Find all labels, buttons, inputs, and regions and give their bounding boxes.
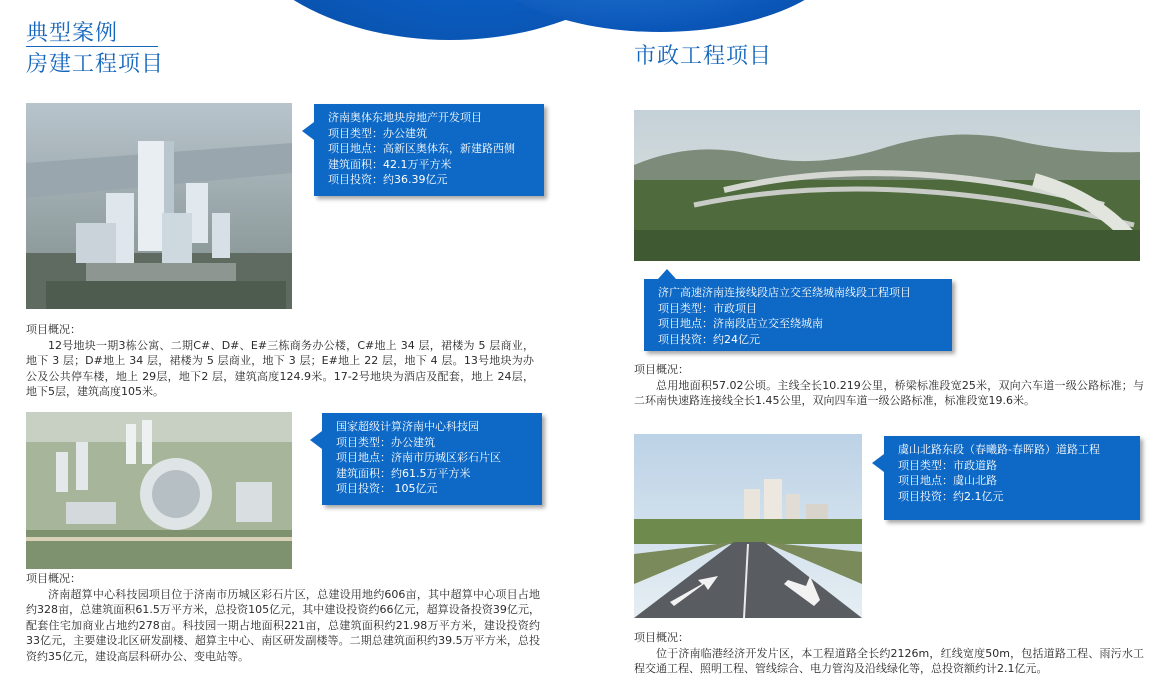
section-title-municipal: 市政工程项目	[634, 44, 773, 69]
project-area: 建筑面积：42.1万平方米	[328, 157, 452, 171]
info-callout-yushan-road	[884, 436, 1140, 520]
overview-text: 12号地块一期3栋公寓、二期C#、D#、E#三栋商务办公楼，C#地上 34 层，裙楼为 5 层商业， 地下 3 层；D#地上 34 层，裙楼为 5 层商业，地下 3 层；E#地上 22 层，地下 4 层。13号地块为办公及公共停车楼，地上 29层，地下2 层，建筑高度124.9米。17-2号地块为酒店及配套，地上 24层，地下5层，建筑高度105米。	[26, 338, 534, 398]
project-name: 国家超级计算济南中心科技园	[336, 420, 479, 433]
project-type: 项目类型：办公建筑	[328, 126, 427, 140]
overview-title: 项目概况：	[26, 572, 81, 585]
callout-pointer	[872, 454, 884, 472]
project-type: 项目类型：市政项目	[658, 301, 757, 315]
project-investment: 项目投资：约2.1亿元	[898, 489, 1004, 503]
project-name: 济南奥体东地块房地产开发项目	[328, 111, 482, 124]
overview-yushan-road	[634, 630, 1144, 677]
project-investment: 项目投资：约24亿元	[658, 332, 760, 346]
project-area: 建筑面积：约61.5万平方米	[336, 466, 471, 480]
callout-pointer	[658, 269, 676, 279]
overview-title: 项目概况：	[26, 323, 81, 336]
info-callout-supercomputing-park	[322, 413, 542, 505]
project-photo-yushan-road	[634, 434, 862, 618]
project-name: 济广高速济南连接线段店立交至绕城南线段工程项目	[658, 286, 911, 299]
project-investment: 项目投资：约36.39亿元	[328, 173, 448, 186]
project-type: 项目类型：市政道路	[898, 458, 997, 472]
project-name: 虞山北路东段（春曦路-春晖路）道路工程	[898, 443, 1100, 456]
overview-text: 济南超算中心科技园项目位于济南市历城区彩石片区，总建设用地约606亩，其中超算中心项目占地约328亩，总建筑面积61.5万平方米，总投资105亿元，其中建设投资约66亿元，超算设备投资39亿元，配套住宅加商业占地约278亩。科技园一期占地面积221亩，总建筑面积约21.98万平方米，建设投资约33亿元，主要建设北区研发副楼、超算主中心、南区研发副楼等。二期总建筑面积约39.5万平方米，总投资约35亿元，建设高层科研办公、变电站等。	[26, 587, 540, 663]
project-location: 项目地点：济南段店立交至绕城南	[658, 317, 823, 330]
project-type: 项目类型：办公建筑	[336, 435, 435, 449]
project-investment: 项目投资： 105亿元	[336, 482, 438, 495]
info-callout-interchange	[644, 279, 952, 351]
callout-pointer	[310, 431, 322, 449]
project-photo-interchange	[634, 110, 1140, 261]
overview-interchange	[634, 362, 1144, 409]
project-location: 项目地点：济南市历城区彩石片区	[336, 451, 501, 464]
overview-olympic-east	[26, 322, 534, 400]
project-photo-olympic-east	[26, 103, 292, 309]
section-title-cases: 典型案例	[26, 21, 119, 46]
overview-title: 项目概况：	[634, 363, 689, 376]
section-title-building: 房建工程项目	[26, 52, 165, 77]
project-location: 项目地点：高新区奥体东，新建路西侧	[328, 142, 515, 155]
callout-pointer	[302, 122, 314, 140]
info-callout-olympic-east	[314, 104, 544, 196]
overview-text: 总用地面积57.02公顷。主线全长10.219公里，桥梁标准段宽25米，双向六车道一级公路标准；与二环南快速路连接线全长1.45公里，双向四车道一级公路标准，标准段宽19.6米。	[634, 378, 1144, 407]
overview-supercomputing-park	[26, 571, 540, 664]
overview-text: 位于济南临港经济开发片区，本工程道路全长约2126m，红线宽度50m，包括道路工程、雨污水工程交通工程、照明工程、管线综合、电力管沟及沿线绿化等，总投资额约计2.1亿元。	[634, 646, 1144, 675]
project-location: 项目地点：虞山北路	[898, 474, 997, 487]
overview-title: 项目概况：	[634, 631, 689, 644]
project-photo-supercomputing-park	[26, 412, 292, 569]
